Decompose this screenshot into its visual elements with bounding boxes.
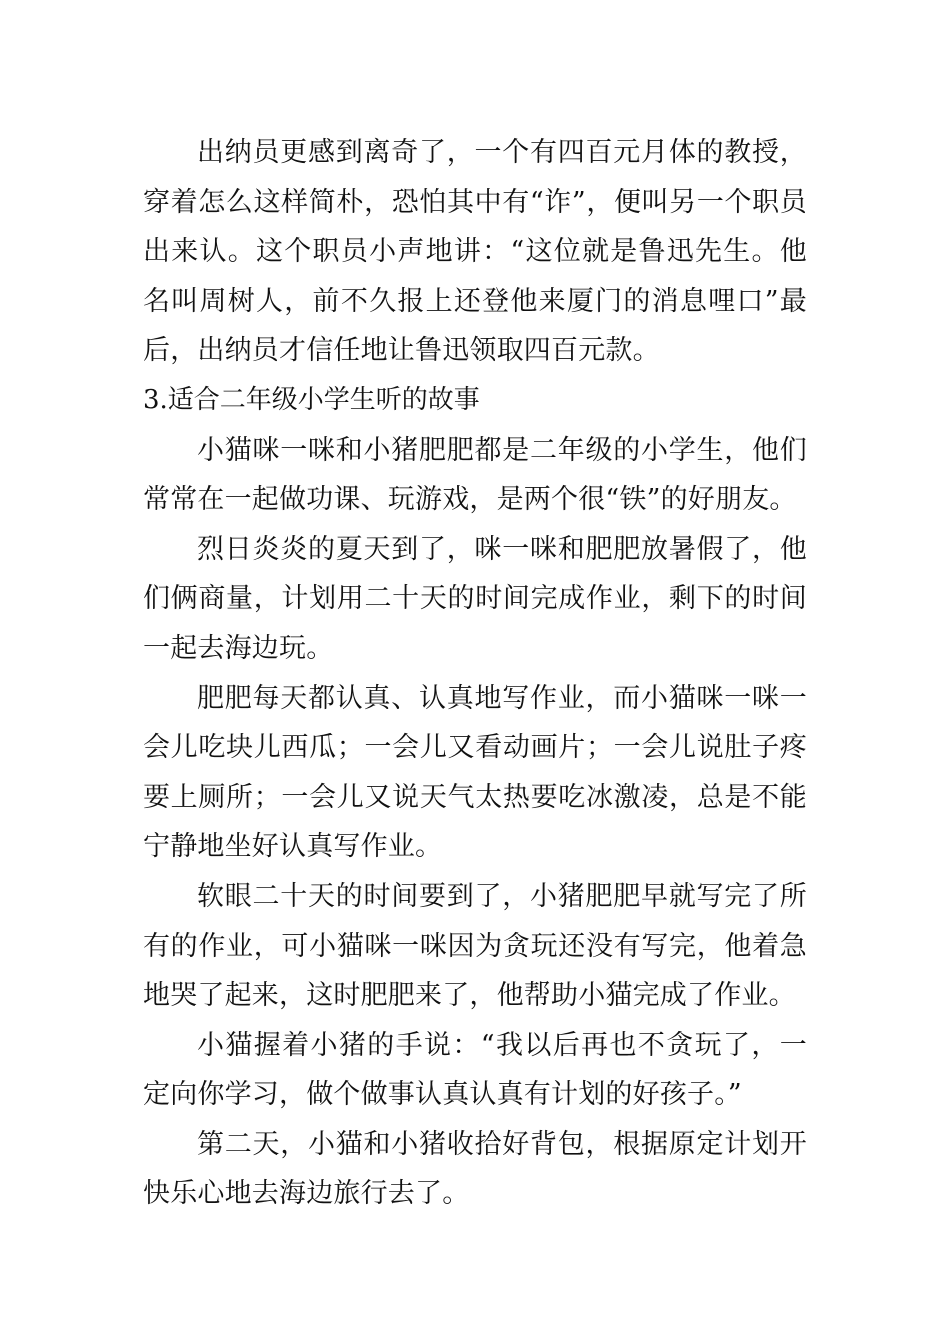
section-heading: 3.适合二年级小学生听的故事 (143, 384, 480, 415)
paragraph-promise: 小猫握着小猪的手说：“我以后再也不贪玩了，一定向你学习，做个做事认真认真有计划的好孩子。” (143, 1029, 807, 1111)
paragraph-deadline: 软眼二十天的时间要到了，小猪肥肥早就写完了所有的作业，可小猫咪一咪因为贪玩还没有写完，他着急地哭了起来，这时肥肥来了，他帮助小猫完成了作业。 (143, 880, 807, 1012)
paragraph-cashier-story: 出纳员更感到离奇了，一个有四百元月体的教授，穿着怎么这样简朴，恐怕其中有“诈”，便叫另一个职员出来认。这个职员小声地讲：“这位就是鲁迅先生。他名叫周树人，前不久报上还登他来厦门的消息哩口”最后，出纳员才信任地让鲁迅领取四百元款。 (143, 137, 807, 367)
paragraph-homework-habits: 肥肥每天都认真、认真地写作业，而小猫咪一咪一会儿吃块儿西瓜；一会儿又看动画片；一会儿说肚子疼要上厕所；一会儿又说天气太热要吃冰激凌，总是不能宁静地坐好认真写作业。 (143, 682, 807, 863)
paragraph-summer-plan: 烈日炎炎的夏天到了，咪一咪和肥肥放暑假了，他们俩商量，计划用二十天的时间完成作业，剩下的时间一起去海边玩。 (143, 533, 807, 664)
paragraph-trip: 第二天，小猫和小猪收拾好背包，根据原定计划开快乐心地去海边旅行去了。 (143, 1128, 807, 1210)
document-body (143, 128, 807, 1219)
paragraph-friends-intro: 小猫咪一咪和小猪肥肥都是二年级的小学生，他们常常在一起做功课、玩游戏，是两个很“铁”的好朋友。 (143, 434, 807, 516)
